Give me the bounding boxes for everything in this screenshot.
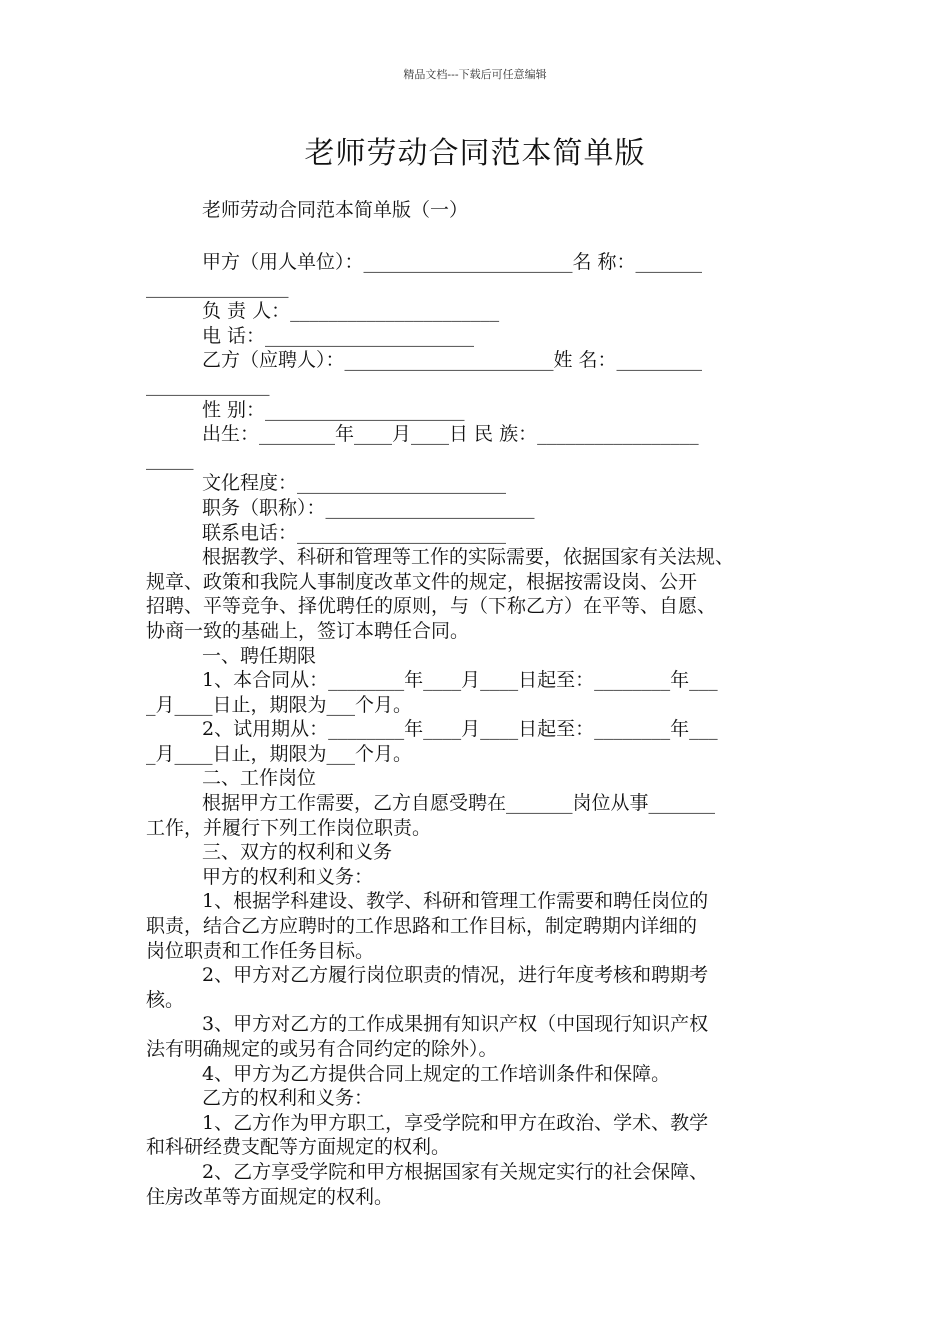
position-line: 职务（职称）：______________________ [202,496,535,519]
birth-ethnicity-line: 出生：________年____月____日 民 族：_________________ [202,423,699,446]
education-line: 文化程度：______________________ [202,472,507,495]
clause-line: 4、甲方为乙方提供合同上规定的工作培训条件和保障。 [202,1062,671,1085]
party-info-block [146,250,808,1209]
phone-line: 电 话：______________________ [202,324,475,347]
clause-line: 2、试用期从：________年____月____日起至：________年___ [202,718,718,741]
contact-phone-line: 联系电话：______________________ [202,521,507,544]
section-heading: 三、双方的权利和义务 [202,841,393,864]
clause-line: 根据甲方工作需要，乙方自愿受聘在_______岗位从事_______ [202,792,716,815]
clause-line: 法有明确规定的或另有合同约定的除外）。 [146,1038,498,1060]
paragraph-line: 协商一致的基础上，签订本聘任合同。 [146,619,470,642]
clause-line: 和科研经费支配等方面规定的权利。 [146,1136,451,1159]
paragraph-line: 招聘、平等竞争、择优聘任的原则，与（下称乙方）在平等、自愿、 [146,595,717,618]
clause-line: 3、甲方对乙方的工作成果拥有知识产权（中国现行知识产权 [202,1013,709,1036]
clause-line: _月____日止，期限为___个月。 [146,742,413,765]
subsection-heading: 乙方的权利和义务： [202,1087,374,1110]
party-b-line-cont: _____________ [146,373,270,396]
header-note: 精品文档---下载后可任意编辑 [403,68,547,81]
clause-line: 1、乙方作为甲方职工，享受学院和甲方在政治、学术、教学 [202,1111,709,1134]
clause-line: 2、甲方对乙方履行岗位职责的情况，进行年度考核和聘期考 [202,964,709,987]
clause-line: 核。 [146,988,185,1011]
section-heading: 二、工作岗位 [202,767,317,790]
section-heading: 一、聘任期限 [202,644,317,667]
clause-line: 住房改革等方面规定的权利。 [146,1185,394,1208]
clause-line: 岗位职责和工作任务目标。 [146,939,375,962]
party-b-line: 乙方（应聘人）：______________________姓 名：_________ [202,349,703,372]
clause-line: 1、根据学科建设、教学、科研和管理工作需要和聘任岗位的 [202,890,709,913]
paragraph-line: 根据教学、科研和管理等工作的实际需要，依据国家有关法规、 [202,546,735,569]
clause-line: 工作，并履行下列工作岗位职责。 [146,816,432,839]
paragraph-line: 规章、政策和我院人事制度改革文件的规定，根据按需设岗、公开 [146,570,698,593]
clause-line: 职责，结合乙方应聘时的工作思路和工作目标，制定聘期内详细的 [146,915,698,938]
responsible-person-line: 负 责 人：______________________ [202,300,500,323]
document-subtitle: 老师劳动合同范本简单版（一） [202,199,469,221]
document-title: 老师劳动合同范本简单版 [304,136,646,171]
clause-line: 1、本合同从：________年____月____日起至：________年___ [202,669,718,692]
clause-line: _月____日止，期限为___个月。 [146,693,413,716]
birth-ethnicity-line-cont: _____ [146,447,194,470]
document-subtitle-block [146,198,808,223]
clause-line: 2、乙方享受学院和甲方根据国家有关规定实行的社会保障、 [202,1160,709,1183]
party-a-line-cont: _______________ [146,275,289,298]
gender-line: 性 别：_____________________ [202,398,465,421]
party-a-line: 甲方（用人单位）：______________________名 称：_______ [202,251,703,273]
subsection-heading: 甲方的权利和义务： [202,865,374,888]
